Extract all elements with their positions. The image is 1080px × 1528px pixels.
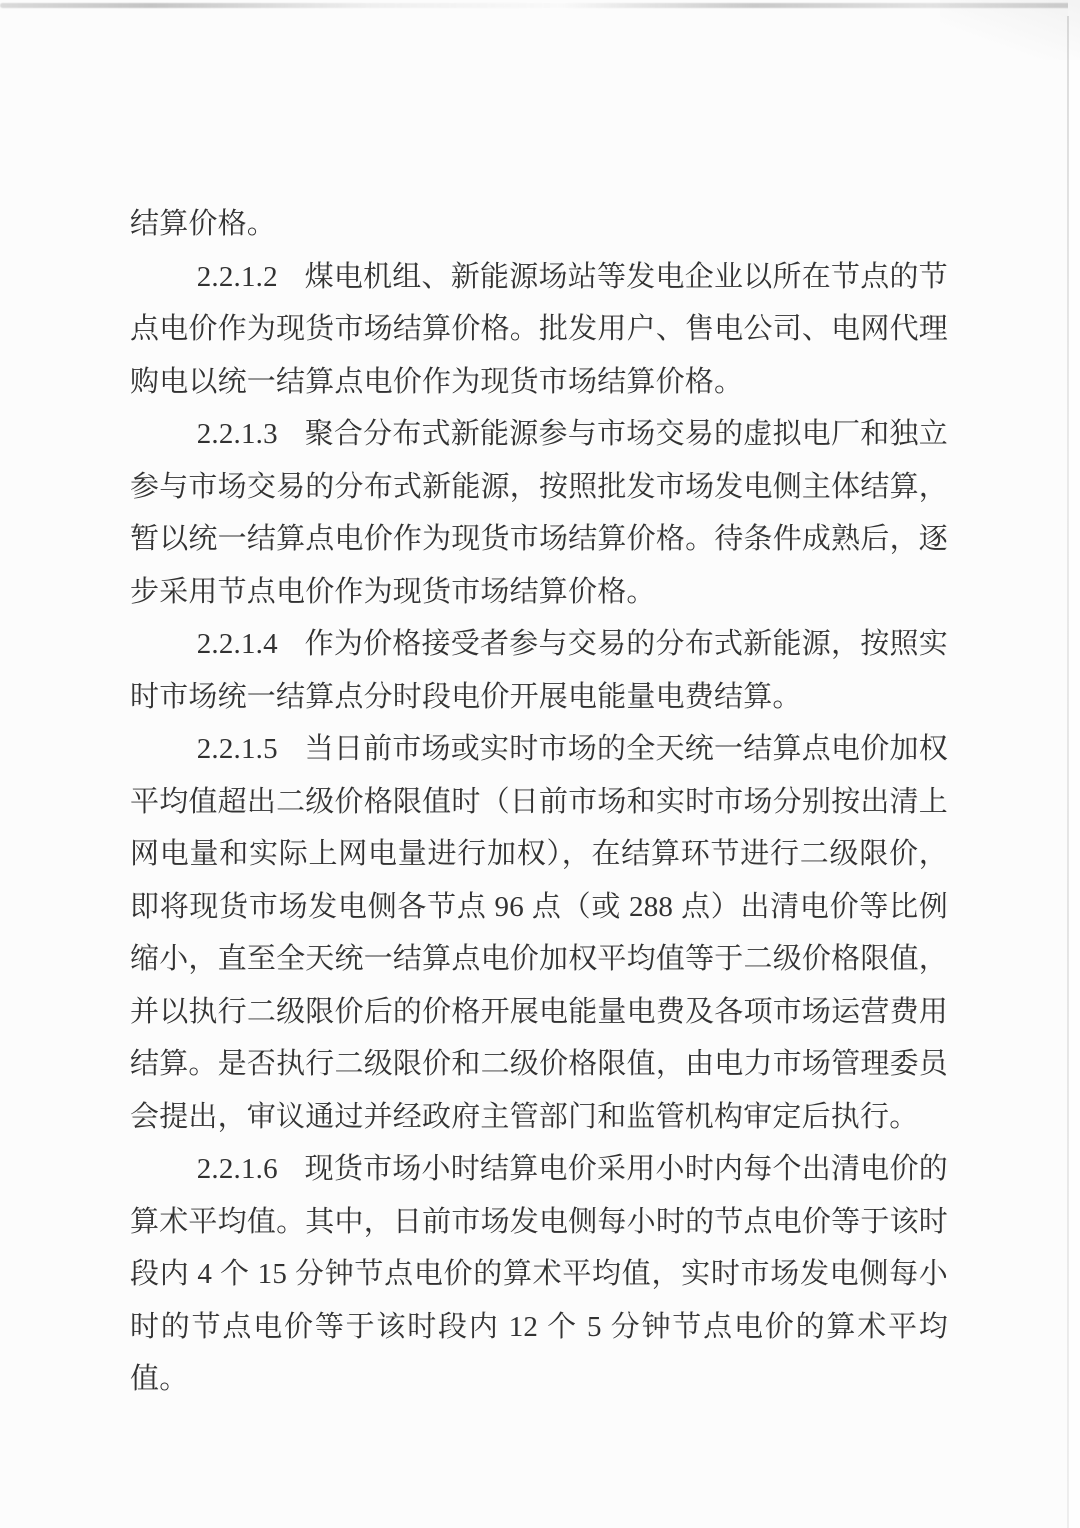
- clause-2-2-1-2: [130, 251, 948, 409]
- clause-2-2-1-3-number: 2.2.1.3: [196, 418, 278, 450]
- clause-2-2-1-3-body: 聚合分布式新能源参与市场交易的虚拟电厂和独立参与市场交易的分布式新能源，按照批发市场发电侧主体结算，暂以统一结算点电价作为现货市场结算价格。待条件成熟后，逐步采用节点电价作为现货市场结算价格。: [130, 418, 948, 608]
- clause-2-2-1-5: [130, 723, 948, 1143]
- clause-2-2-1-3: [130, 408, 948, 618]
- clause-2-2-1-4-number: 2.2.1.4: [196, 628, 278, 660]
- clause-2-2-1-6: [130, 1143, 948, 1406]
- document-content: [130, 198, 948, 1406]
- clause-2-2-1-5-body: 当日前市场或实时市场的全天统一结算点电价加权平均值超出二级价格限值时（日前市场和实时市场分别按出清上网电量和实际上网电量进行加权），在结算环节进行二级限价，即将现货市场发电侧各节点 96 点（或 288 点）出清电价等比例缩小，直至全天统一结算点电价加权平均值等于二级价格限值，并以执行二级限价后的价格开展电能量电费及各项市场运营费用结算。是否执行二级限价和二级价格限值，由电力市场管理委员会提出，审议通过并经政府主管部门和监管机构审定后执行。: [130, 733, 948, 1133]
- clause-2-2-1-2-number: 2.2.1.2: [196, 260, 278, 293]
- clause-2-2-1-6-number: 2.2.1.6: [196, 1153, 278, 1185]
- clause-2-2-1-4-body: 作为价格接受者参与交易的分布式新能源，按照实时市场统一结算点分时段电价开展电能量电费结算。: [130, 628, 948, 713]
- clause-2-2-1-6-body: 现货市场小时结算电价采用小时内每个出清电价的算术平均值。其中，日前市场发电侧每小时的节点电价等于该时段内 4 个 15 分钟节点电价的算术平均值，实时市场发电侧每小时的节点电价等于该时段内 12 个 5 分钟节点电价的算术平均值。: [130, 1153, 948, 1395]
- paragraph-continuation-text: 结算价格。: [130, 208, 277, 240]
- clause-2-2-1-4: [130, 618, 948, 723]
- clause-2-2-1-2-body: 煤电机组、新能源场站等发电企业以所在节点的节点电价作为现货市场结算价格。批发用户、售电公司、电网代理购电以统一结算点电价作为现货市场结算价格。: [130, 260, 948, 398]
- scan-edge-top-artifact: [0, 3, 1080, 8]
- scan-corner-shade: [940, 0, 1080, 60]
- scan-edge-right-artifact: [1067, 16, 1069, 1528]
- paragraph-continuation: [130, 198, 948, 251]
- scan-strip-right: [1068, 0, 1080, 1528]
- clause-2-2-1-5-number: 2.2.1.5: [196, 733, 278, 765]
